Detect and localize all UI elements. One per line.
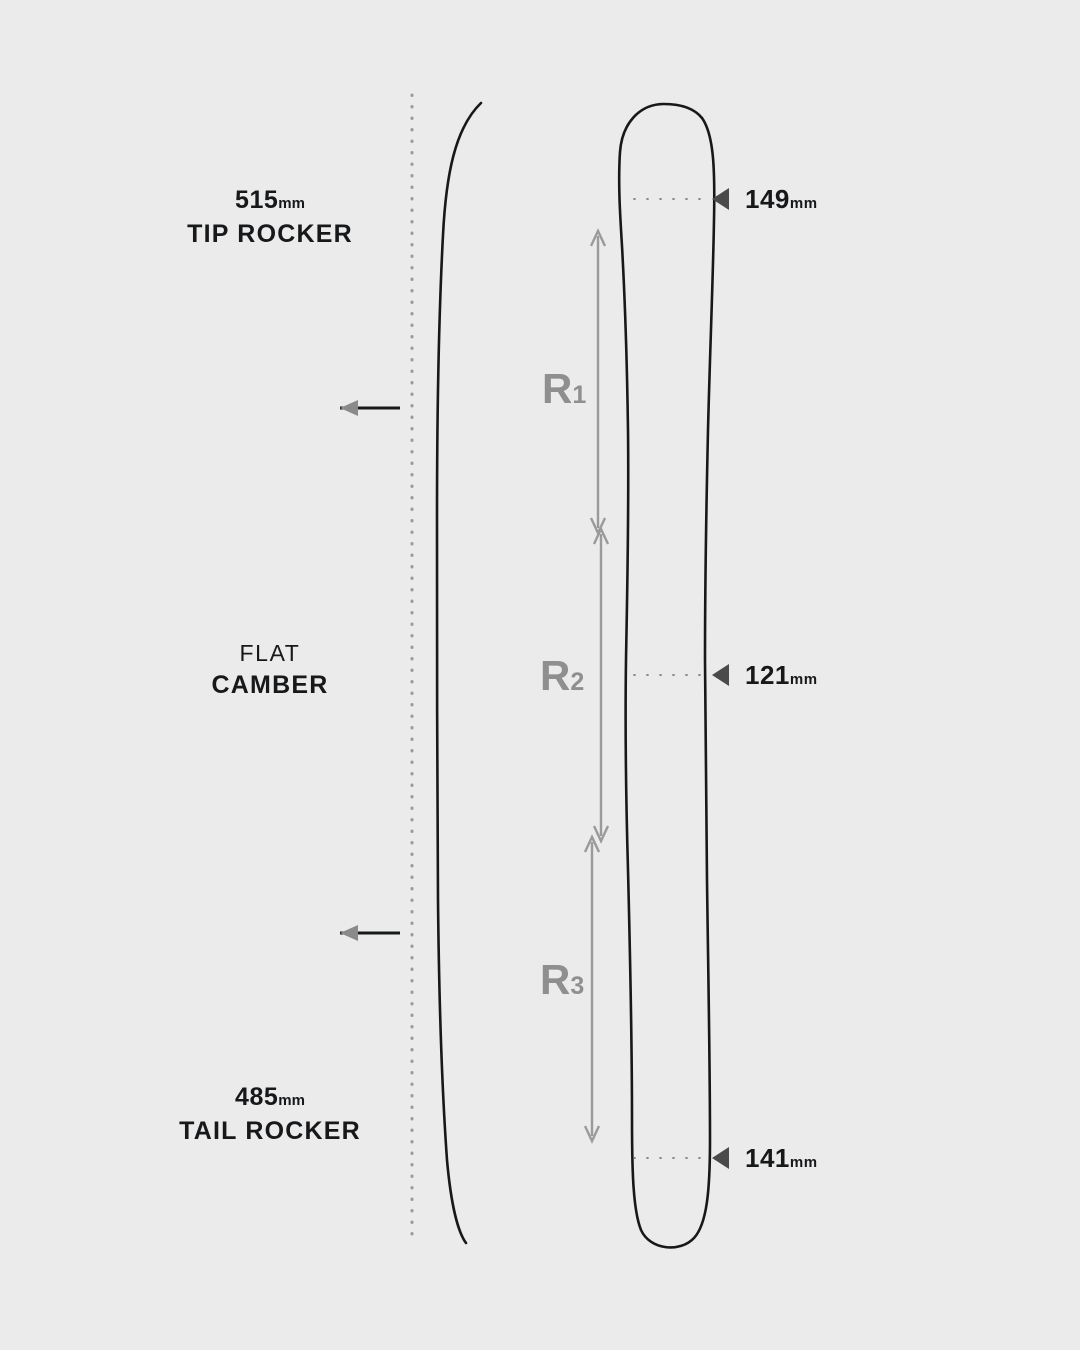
tip-width-value: 149mm bbox=[745, 183, 818, 214]
tail-rocker-label bbox=[120, 1083, 420, 1146]
tail-rocker-measure: 485mm bbox=[235, 1083, 305, 1111]
radius-r2-label: R2 bbox=[540, 652, 585, 699]
camber-label bbox=[120, 640, 420, 701]
waist-width-leader-dots bbox=[628, 674, 706, 676]
tip-width-callout bbox=[628, 183, 818, 214]
r2-dimension-arrow bbox=[594, 529, 608, 841]
waist-width-callout bbox=[628, 659, 818, 690]
tip-width-arrow-icon bbox=[712, 188, 729, 210]
waist-width-value: 121mm bbox=[745, 659, 818, 690]
ski-side-profile-path bbox=[437, 103, 481, 1243]
tail-rocker-transition-marker bbox=[340, 925, 400, 941]
waist-width-arrow-icon bbox=[712, 664, 729, 686]
tail-rocker-caption: TAIL ROCKER bbox=[179, 1116, 361, 1145]
tip-width-leader-dots bbox=[628, 198, 706, 200]
tail-width-value: 141mm bbox=[745, 1142, 818, 1173]
r1-dimension-arrow bbox=[591, 231, 605, 533]
radius-r1-label: R1 bbox=[542, 365, 587, 412]
tip-rocker-label bbox=[120, 186, 420, 249]
tip-rocker-caption: TIP ROCKER bbox=[187, 219, 353, 248]
r3-dimension-arrow bbox=[585, 837, 599, 1141]
tail-width-callout bbox=[628, 1142, 818, 1173]
tip-rocker-measure: 515mm bbox=[235, 186, 305, 214]
camber-measure: FLAT bbox=[239, 640, 301, 666]
tail-width-arrow-icon bbox=[712, 1147, 729, 1169]
camber-caption: CAMBER bbox=[211, 671, 329, 700]
tail-width-leader-dots bbox=[628, 1157, 706, 1159]
tip-rocker-transition-marker bbox=[340, 400, 400, 416]
radius-r3-label: R3 bbox=[540, 956, 585, 1003]
